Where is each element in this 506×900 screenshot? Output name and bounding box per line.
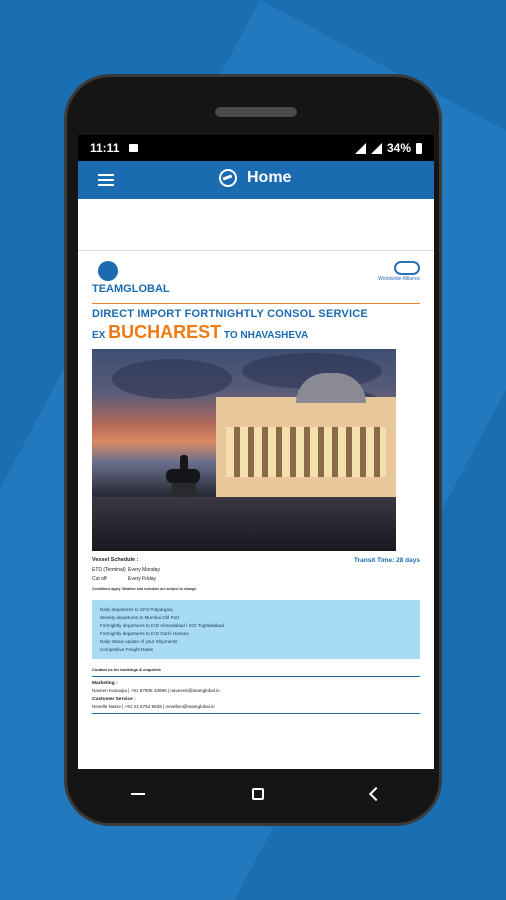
teamglobal-mark-icon — [98, 261, 118, 281]
marketing-label: Marketing : — [92, 681, 118, 686]
cutoff-value: Every Friday — [128, 576, 157, 582]
app-title-text: Home — [247, 169, 292, 186]
building — [216, 397, 396, 497]
status-bar — [78, 135, 434, 161]
service-item: Weekly departures to Mumbai Old Port — [100, 615, 180, 620]
customer-service-label: Customer Service : — [92, 697, 136, 702]
headline-city: BUCHAREST — [108, 322, 222, 342]
home-button[interactable] — [252, 788, 264, 800]
schedule-header — [92, 557, 420, 564]
headline-line1: DIRECT IMPORT FORTNIGHTLY CONSOL SERVICE — [92, 308, 368, 320]
cell-signal-icon — [371, 143, 382, 154]
phone-speaker — [215, 107, 297, 117]
headline-ex: EX — [92, 330, 106, 341]
headline-to: TO NHAVASHEVA — [223, 330, 309, 341]
divider — [92, 676, 420, 677]
worldwide-alliance-text: Worldwide Alliance — [378, 276, 420, 282]
vessel-schedule-title: Vessel Schedule : — [92, 557, 139, 563]
cutoff-row — [92, 576, 420, 582]
equestrian-statue — [164, 455, 204, 495]
battery-icon — [416, 143, 422, 154]
flyer — [78, 251, 434, 714]
services-box — [92, 600, 420, 659]
status-time: 11:11 — [90, 141, 120, 155]
building-windows — [226, 427, 386, 477]
empty-banner — [78, 199, 434, 251]
recent-apps-button[interactable] — [131, 793, 145, 795]
service-item: Competitive Freight Rates — [100, 647, 154, 652]
cloud — [112, 359, 232, 399]
teamglobal-name: TEAMGLOBAL — [92, 283, 170, 295]
wifi-signal-icon — [355, 143, 366, 154]
etd-label: ETD (Terminal) — [92, 567, 126, 573]
menu-icon[interactable] — [98, 174, 114, 186]
phone-frame — [64, 74, 442, 826]
worldwide-alliance-icon — [394, 261, 420, 275]
conditions-note: Conditions apply. Weather and schedule are subject to change. — [92, 587, 198, 591]
customer-service-contact: Nevelle Nakre | +91 22 6754 9639 | nevellen@teamglobal.in — [92, 704, 215, 709]
marketing-contact: Naveen Kanaujia | +91 87905 43696 | naveenk@teamglobal.in — [92, 688, 220, 693]
transit-time: Transit Time: 28 days — [354, 557, 420, 564]
plaza — [92, 497, 396, 551]
worldwide-alliance-logo — [378, 261, 420, 282]
app-logo-icon — [219, 169, 237, 187]
service-item: Daily status update of your Shipments — [100, 639, 178, 644]
status-right — [355, 141, 422, 155]
back-button[interactable] — [369, 787, 383, 801]
image-notification-icon — [129, 144, 138, 152]
phone-screen — [78, 135, 434, 769]
bucharest-photo — [92, 349, 396, 551]
service-item: Fortnightly departures to ICD Garhi Harsaru — [100, 631, 190, 636]
divider — [92, 713, 420, 714]
etd-row — [92, 567, 420, 573]
system-nav-bar — [78, 769, 434, 819]
headline-line2 — [92, 322, 420, 343]
contact-heading: Contact us for bookings & enquiries — [92, 667, 161, 672]
app-title — [219, 169, 291, 187]
teamglobal-logo — [92, 261, 182, 295]
brand-row — [92, 261, 420, 301]
service-item: Fortnightly departures to ICD Ahmedabad / ICD Tughlakabad — [100, 623, 225, 628]
app-bar — [78, 161, 434, 199]
battery-percent: 34% — [386, 141, 411, 155]
cutoff-label: Cut off — [92, 576, 107, 582]
service-item: Daily departures to CFS Patparganj — [100, 607, 173, 612]
divider — [92, 303, 420, 304]
etd-value: Every Monday — [128, 567, 160, 573]
